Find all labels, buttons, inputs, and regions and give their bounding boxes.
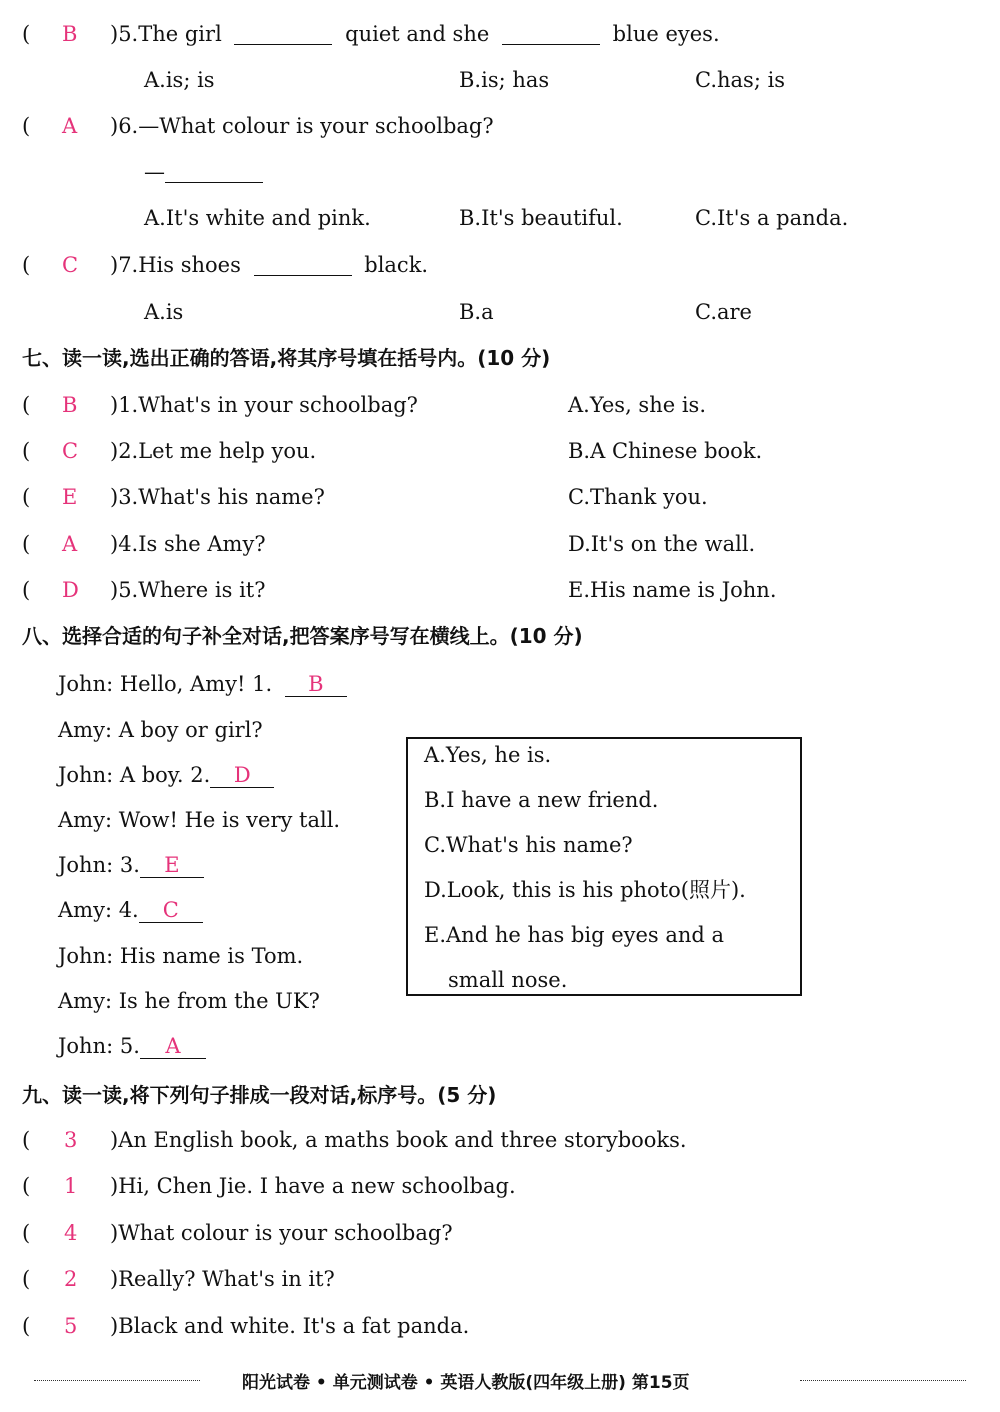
answer-mark: 3: [64, 1128, 78, 1152]
answer-mark: E: [62, 485, 78, 509]
answer-mark: 1: [64, 1174, 78, 1198]
answer-mark: A: [62, 114, 78, 138]
option-a: A.is; is: [144, 68, 215, 92]
answer-mark: 4: [64, 1221, 78, 1245]
answer-mark: B: [62, 22, 78, 46]
answer-blank[interactable]: E: [140, 851, 204, 878]
dialog-line: John: 3. E: [58, 851, 204, 879]
dialog-line: Amy: 4. C: [58, 896, 203, 924]
q6-6-answer-line: —: [144, 158, 263, 186]
answer-mark: D: [62, 578, 79, 602]
box-option: E.And he has big eyes and a: [424, 923, 725, 947]
option-c: C.has; is: [695, 68, 786, 92]
answer-mark: A: [62, 532, 78, 556]
options-box: [406, 737, 802, 996]
answer-blank[interactable]: C: [139, 896, 203, 923]
box-option: A.Yes, he is.: [424, 743, 552, 767]
dialog-line: John: 5. A: [58, 1032, 206, 1060]
box-option: small nose.: [448, 968, 568, 992]
box-option: D.Look, this is his photo(照片).: [424, 878, 746, 902]
page-footer: [30, 1368, 970, 1396]
answer-mark: C: [62, 253, 79, 277]
dialog-line: Amy: A boy or girl?: [58, 718, 263, 742]
answer-mark: C: [62, 439, 79, 463]
answer-blank[interactable]: A: [140, 1032, 206, 1059]
option-c: C.are: [695, 300, 752, 324]
option-a: A.is: [144, 300, 184, 324]
dialog-line: John: A boy. 2. D: [58, 761, 274, 789]
dialog-line: John: His name is Tom.: [58, 944, 304, 968]
footer-divider: [800, 1380, 966, 1381]
fill-blank[interactable]: [234, 22, 332, 45]
answer-blank[interactable]: D: [210, 761, 274, 788]
answer-mark: 2: [64, 1267, 78, 1291]
footer-text: 阳光试卷 • 单元测试卷 • 英语人教版(四年级上册) 第15页: [242, 1373, 690, 1393]
fill-blank[interactable]: [254, 253, 352, 276]
option-b: B.is; has: [459, 68, 550, 92]
box-option: B.I have a new friend.: [424, 788, 659, 812]
section-8-title: 八、选择合适的句子补全对话,把答案序号写在横线上。(10 分): [22, 624, 583, 648]
section-9-title: 九、读一读,将下列句子排成一段对话,标序号。(5 分): [22, 1083, 497, 1107]
option-c: C.It's a panda.: [695, 206, 849, 230]
answer-mark: 5: [64, 1314, 78, 1338]
dialog-line: Amy: Is he from the UK?: [58, 989, 320, 1013]
option-b: B.It's beautiful.: [459, 206, 623, 230]
box-option: C.What's his name?: [424, 833, 633, 857]
answer-mark: B: [62, 393, 78, 417]
dialog-line: John: Hello, Amy! 1. B: [58, 670, 347, 698]
option-a: A.It's white and pink.: [144, 206, 371, 230]
dialog-line: Amy: Wow! He is very tall.: [58, 808, 341, 832]
answer-blank[interactable]: B: [285, 670, 347, 697]
fill-blank[interactable]: [502, 22, 600, 45]
section-7-title: 七、读一读,选出正确的答语,将其序号填在括号内。(10 分): [22, 346, 551, 370]
option-b: B.a: [459, 300, 494, 324]
footer-divider: [34, 1380, 200, 1381]
fill-blank[interactable]: [165, 160, 263, 183]
